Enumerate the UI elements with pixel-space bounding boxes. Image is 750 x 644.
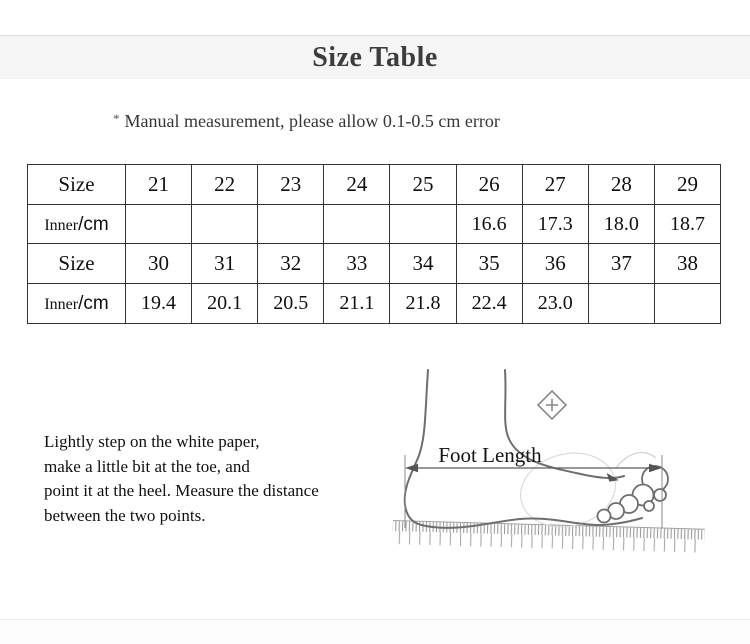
inner-cell — [654, 284, 720, 324]
instruction-line: point it at the heel. Measure the distance — [44, 481, 319, 501]
size-cell: 25 — [390, 165, 456, 205]
row-header: Size — [28, 244, 126, 284]
measurement-note — [113, 111, 500, 132]
size-cell: 33 — [324, 244, 390, 284]
foot-measurement-diagram — [378, 362, 743, 562]
size-cell: 29 — [654, 165, 720, 205]
note-text: Manual measurement, please allow 0.1-0.5 cm error — [124, 111, 500, 131]
inner-cell: 17.3 — [522, 204, 588, 244]
page-title: Size Table — [312, 41, 438, 73]
inner-cell: 18.7 — [654, 204, 720, 244]
inner-cell: 22.4 — [456, 284, 522, 324]
size-cell: 36 — [522, 244, 588, 284]
table-row-size-30-38 — [28, 244, 721, 284]
size-cell: 23 — [258, 165, 324, 205]
size-cell: 21 — [126, 165, 192, 205]
size-cell: 22 — [192, 165, 258, 205]
inner-cell: 20.1 — [192, 284, 258, 324]
inner-cell — [324, 204, 390, 244]
inner-cell — [390, 204, 456, 244]
size-cell: 28 — [588, 165, 654, 205]
row-header: Size — [28, 165, 126, 205]
size-cell: 38 — [654, 244, 720, 284]
instruction-line: between the two points. — [44, 505, 206, 525]
row-header: Inner/cm — [28, 284, 126, 324]
inner-cell — [192, 204, 258, 244]
inner-cell: 21.8 — [390, 284, 456, 324]
inner-cell — [126, 204, 192, 244]
size-cell: 37 — [588, 244, 654, 284]
size-cell: 35 — [456, 244, 522, 284]
inner-cell: 23.0 — [522, 284, 588, 324]
asterisk-mark: * — [113, 111, 120, 126]
foot-length-label: Foot Length — [438, 443, 542, 467]
section-divider — [0, 619, 750, 644]
size-cell: 24 — [324, 165, 390, 205]
size-cell: 31 — [192, 244, 258, 284]
inner-cell: 21.1 — [324, 284, 390, 324]
inner-cell — [588, 284, 654, 324]
inner-cell: 16.6 — [456, 204, 522, 244]
measuring-instructions — [44, 430, 319, 528]
size-cell: 32 — [258, 244, 324, 284]
size-cell: 34 — [390, 244, 456, 284]
inner-cell: 19.4 — [126, 284, 192, 324]
table-row-inner-30-38 — [28, 284, 721, 324]
table-row-size-21-29 — [28, 165, 721, 205]
size-cell: 26 — [456, 165, 522, 205]
size-cell: 27 — [522, 165, 588, 205]
instruction-line: Lightly step on the white paper, — [44, 432, 260, 451]
size-cell: 30 — [126, 244, 192, 284]
inner-cell — [258, 204, 324, 244]
title-band — [0, 35, 750, 79]
size-table — [27, 164, 721, 324]
instruction-line: make a little bit at the toe, and — [44, 456, 250, 476]
row-header: Inner/cm — [28, 204, 126, 244]
inner-cell: 20.5 — [258, 284, 324, 324]
table-row-inner-21-29 — [28, 204, 721, 244]
diamond-plus-icon — [538, 391, 566, 419]
inner-cell: 18.0 — [588, 204, 654, 244]
